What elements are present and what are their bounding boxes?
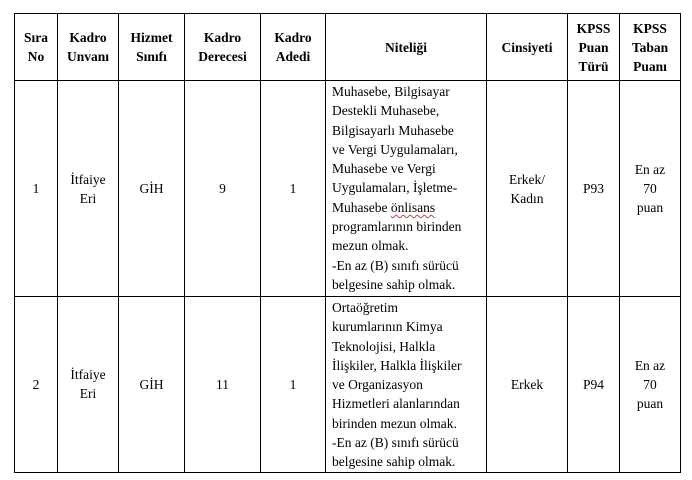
cell-kpss-puan-turu: P93: [568, 81, 620, 297]
cell-kadro-unvani: İtfaiye Eri: [58, 297, 119, 473]
header-niteligi: Niteliği: [326, 14, 487, 81]
cell-cinsiyeti: Erkek: [487, 297, 568, 473]
cell-sira-no: 2: [15, 297, 58, 473]
header-cinsiyeti: Cinsiyeti: [487, 14, 568, 81]
cell-kadro-unvani: İtfaiye Eri: [58, 81, 119, 297]
header-sira-no: Sıra No: [15, 14, 58, 81]
spellcheck-underlined-word: önlisans: [390, 199, 436, 215]
cell-cinsiyeti: Erkek/ Kadın: [487, 81, 568, 297]
positions-table: [14, 13, 681, 473]
header-kadro-derecesi: Kadro Derecesi: [185, 14, 261, 81]
table-row: [15, 81, 681, 297]
header-kpss-puan-turu: KPSS Puan Türü: [568, 14, 620, 81]
header-kadro-unvani: Kadro Unvanı: [58, 14, 119, 81]
cell-kpss-puan-turu: P94: [568, 297, 620, 473]
cell-kpss-taban-puani: En az 70 puan: [620, 297, 681, 473]
cell-hizmet-sinifi: GİH: [119, 297, 185, 473]
header-kadro-adedi: Kadro Adedi: [261, 14, 326, 81]
cell-kadro-adedi: 1: [261, 297, 326, 473]
cell-kadro-derecesi: 9: [185, 81, 261, 297]
cell-niteligi: Ortaöğretim kurumlarının Kimya Teknolojisi, Halkla İlişkiler, Halkla İlişkiler ve Organizasyon Hizmetleri alanlarından birinden mezun olmak. -En az (B) sınıfı sürücü belgesine sahip olmak.: [326, 297, 487, 473]
header-hizmet-sinifi: Hizmet Sınıfı: [119, 14, 185, 81]
header-row: [15, 14, 681, 81]
header-kpss-taban-puani: KPSS Taban Puanı: [620, 14, 681, 81]
cell-kpss-taban-puani: En az 70 puan: [620, 81, 681, 297]
cell-hizmet-sinifi: GİH: [119, 81, 185, 297]
cell-niteligi: Muhasebe, Bilgisayar Destekli Muhasebe, Bilgisayarlı Muhasebe ve Vergi Uygulamaları, Muhasebe ve Vergi Uygulamaları, İşletme- Muhasebe önlisans programlarının birinden mezun olmak. -En az (B) sınıfı sürücü belgesine sahip olmak.: [326, 81, 487, 297]
cell-sira-no: 1: [15, 81, 58, 297]
table-row: [15, 297, 681, 473]
cell-kadro-adedi: 1: [261, 81, 326, 297]
cell-kadro-derecesi: 11: [185, 297, 261, 473]
